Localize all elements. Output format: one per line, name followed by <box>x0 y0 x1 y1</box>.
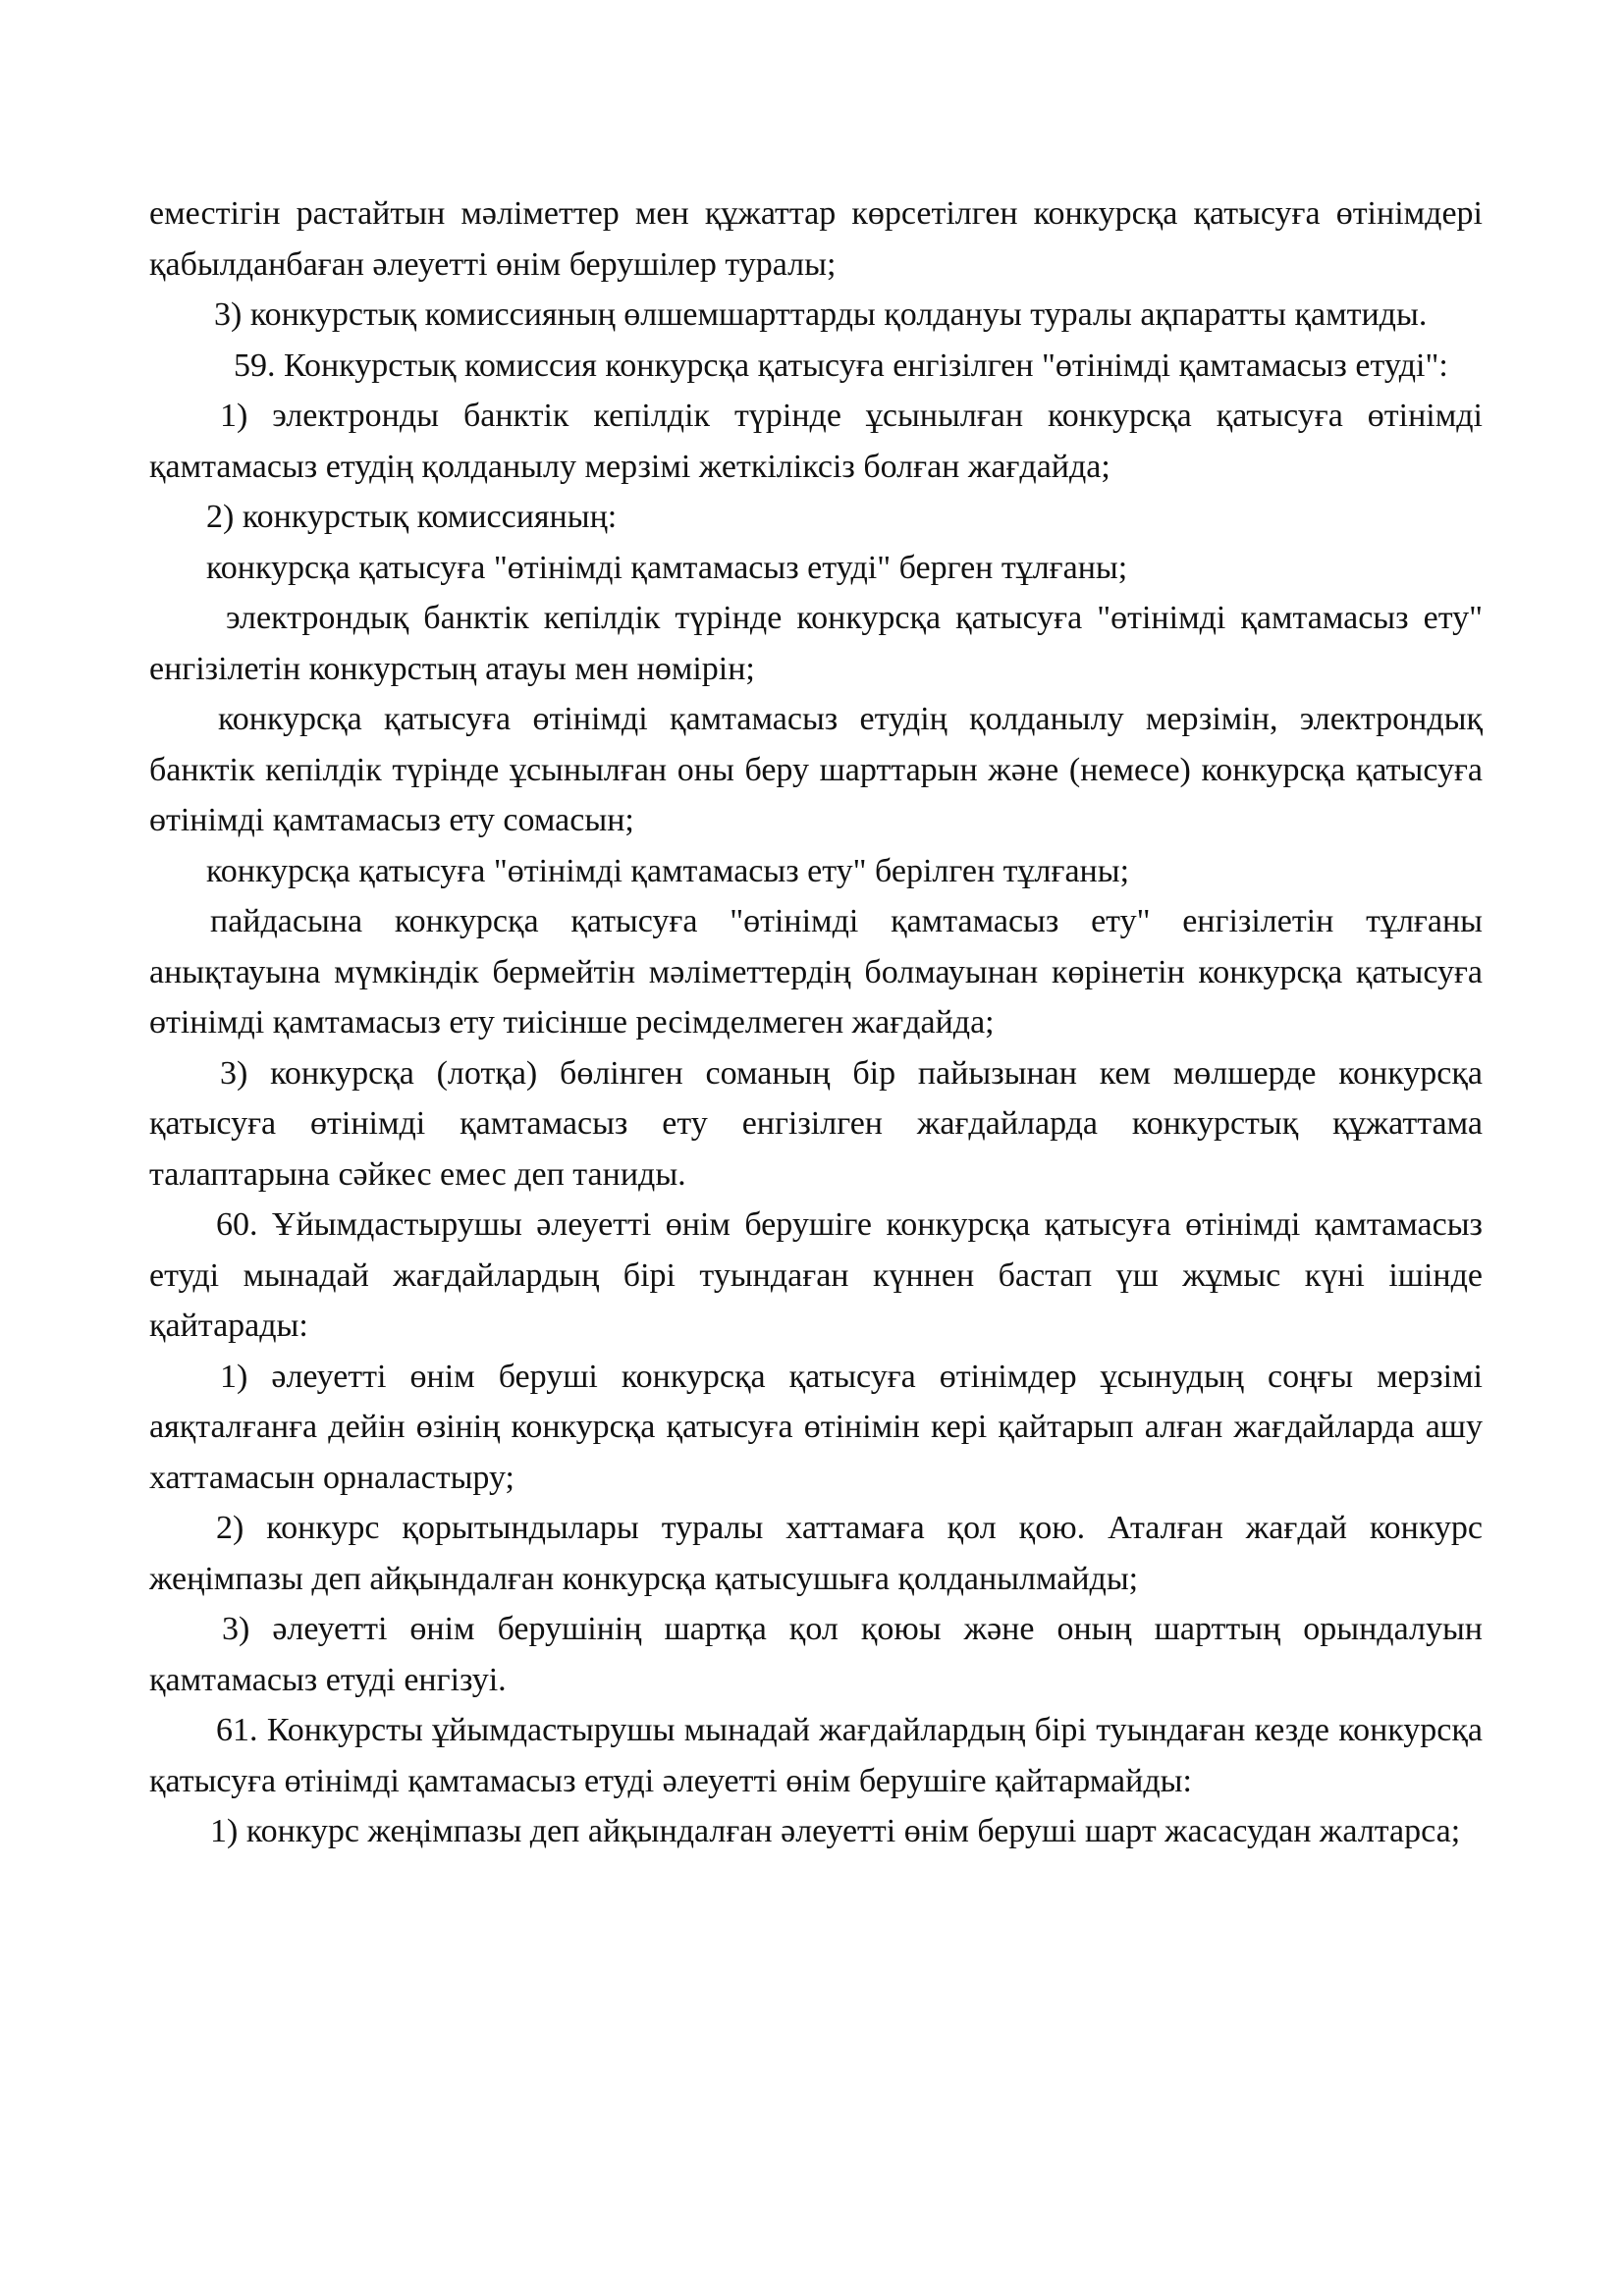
paragraph-60-item-1: 1) әлеуетті өнім беруші конкурсқа қатысуға өтінімдер ұсынудың соңғы мерзімі аяқталғанға дейін өзінің конкурсқа қатысуға өтінімін кері қайтарып алған жағдайларда ашу хаттамасын орналастыру; <box>149 1358 1483 1496</box>
paragraph-60: 60. Ұйымдастырушы әлеуетті өнім берушіге конкурсқа қатысуға өтінімді қамтамасыз етуді мынадай жағдайлардың бірі туындаған күннен бастап үш жұмыс күні ішінде қайтарады: <box>149 1206 1483 1344</box>
paragraph-59-item-2-sub-5: пайдасына конкурсқа қатысуға "өтінімді қамтамасыз ету" енгізілетін тұлғаны анықтауына мүмкіндік бермейтін мәліметтердің болмауынан көрінетін конкурсқа қатысуға өтінімді қамтамасыз ету тиісінше ресімделмеген жағдайда; <box>149 903 1483 1041</box>
paragraph-59-item-3: 3) конкурсқа (лотқа) бөлінген соманың бір пайызынан кем мөлшерде конкурсқа қатысуға өтінімді қамтамасыз ету енгізілген жағдайларда конкурстық құжаттама талаптарына сәйкес емес деп таниды. <box>149 1054 1483 1193</box>
paragraph-continuation: еместігін растайтын мәліметтер мен құжаттар көрсетілген конкурсқа қатысуға өтінімдері қабылданбаған әлеуетті өнім берушілер туралы; <box>149 195 1483 283</box>
paragraph-item-3-criteria: 3) конкурстық комиссияның өлшемшарттарды қолдануы туралы ақпаратты қамтиды. <box>214 296 1428 333</box>
paragraph-59-item-2-sub-4: конкурсқа қатысуға "өтінімді қамтамасыз ету" берілген тұлғаны; <box>206 852 1130 889</box>
paragraph-59: 59. Конкурстық комиссия конкурсқа қатысуға енгізілген "өтінімді қамтамасыз етуді": <box>234 347 1448 384</box>
paragraph-60-item-3: 3) әлеуетті өнім берушінің шартқа қол қоюы және оның шарттың орындалуын қамтамасыз етуді енгізуі. <box>149 1611 1483 1698</box>
paragraph-59-item-2: 2) конкурстық комиссияның: <box>206 499 618 535</box>
paragraph-59-item-1: 1) электронды банктік кепілдік түрінде ұсынылған конкурсқа қатысуға өтінімді қамтамасыз етудің қолданылу мерзімі жеткіліксіз болған жағдайда; <box>149 398 1483 485</box>
paragraph-59-item-2-sub-1: конкурсқа қатысуға "өтінімді қамтамасыз етуді" берген тұлғаны; <box>206 549 1128 586</box>
paragraph-61: 61. Конкурсты ұйымдастырушы мынадай жағдайлардың бірі туындаған кезде конкурсқа қатысуға өтінімді қамтамасыз етуді әлеуетті өнім берушіге қайтармайды: <box>149 1712 1483 1799</box>
paragraph-59-item-2-sub-2: электрондық банктік кепілдік түрінде конкурсқа қатысуға "өтінімді қамтамасыз ету" енгізілетін конкурстың атауы мен нөмірін; <box>149 600 1483 687</box>
paragraph-59-item-2-sub-3: конкурсқа қатысуға өтінімді қамтамасыз етудің қолданылу мерзімін, электрондық банктік кепілдік түрінде ұсынылған оны беру шарттарын және (немесе) конкурсқа қатысуға өтінімді қамтамасыз ету сомасын; <box>149 701 1483 838</box>
paragraph-61-item-1: 1) конкурс жеңімпазы деп айқындалған әлеуетті өнім беруші шарт жасасудан жалтарса; <box>210 1813 1461 1849</box>
document-body <box>149 188 1483 1857</box>
paragraph-60-item-2: 2) конкурс қорытындылары туралы хаттамаға қол қою. Аталған жағдай конкурс жеңімпазы деп айқындалған конкурсқа қатысушыға қолданылмайды; <box>149 1510 1483 1597</box>
